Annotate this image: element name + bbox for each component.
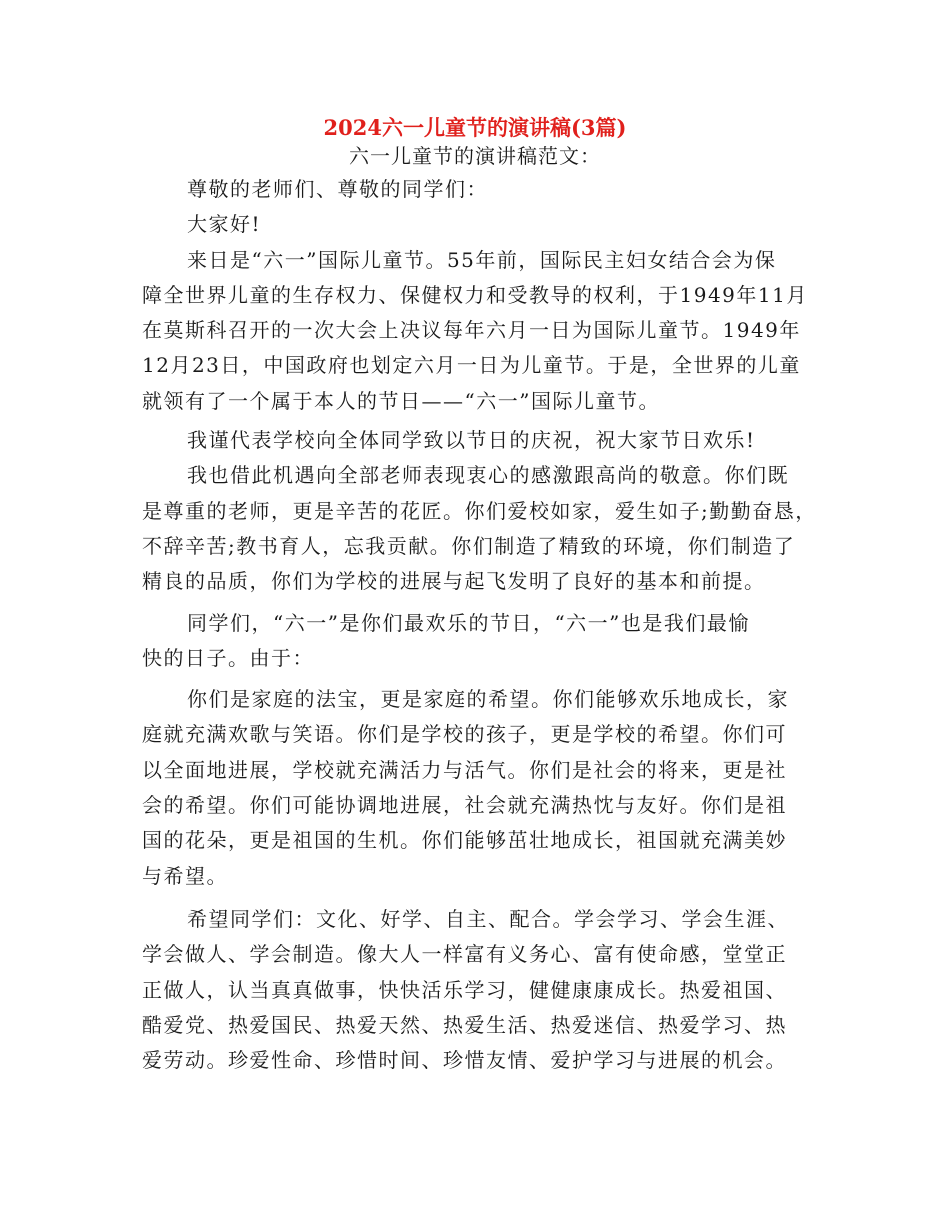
- text-line: 我也借此机遇向全部老师表现衷心的感激跟高尚的敬意。你们既: [187, 463, 789, 488]
- text-line: 以全面地进展，学校就充满活力与活气。你们是社会的将来，更是社: [142, 757, 787, 782]
- text-line: 是尊重的老师，更是辛苦的花匠。你们爱校如家，爱生如子;勤勤奋恳，: [142, 498, 817, 523]
- text-line: 正做人，认当真真做事，快快活乐学习，健健康康成长。热爱祖国、: [142, 977, 787, 1002]
- document-subtitle: 六一儿童节的演讲稿范文：: [349, 144, 601, 168]
- text-line: 你们是家庭的法宝，更是家庭的希望。你们能够欢乐地成长，家: [187, 687, 789, 712]
- document-title: 2024六一儿童节的演讲稿(3篇): [323, 115, 627, 140]
- text-line: 学会做人、学会制造。像大人一样富有义务心、富有使命感，堂堂正: [142, 942, 787, 967]
- text-line: 尊敬的老师们、尊敬的同学们：: [187, 177, 488, 201]
- text-line: 来日是“六一”国际儿童节。55年前，国际民主妇女结合会为保: [187, 247, 777, 272]
- text-line: 在莫斯科召开的一次大会上决议每年六月一日为国际儿童节。1949年: [142, 318, 801, 343]
- text-line: 精良的品质，你们为学校的进展与起飞发明了良好的基本和前提。: [142, 569, 766, 594]
- text-line: 12月23日，中国政府也划定六月一日为儿童节。于是，全世界的儿童: [142, 353, 801, 378]
- text-line: 酷爱党、热爱国民、热爱天然、热爱生活、热爱迷信、热爱学习、热: [142, 1012, 787, 1037]
- text-line: 希望同学们：文化、好学、自主、配合。学会学习、学会生涯、: [187, 906, 789, 931]
- text-line: 大家好!: [187, 212, 262, 237]
- text-line: 国的花朵，更是祖国的生机。你们能够茁壮地成长，祖国就充满美妙: [142, 828, 787, 853]
- text-line: 就领有了一个属于本人的节日——“六一”国际儿童节。: [142, 388, 660, 413]
- document-body: [142, 172, 822, 1078]
- text-line: 障全世界儿童的生存权力、保健权力和受教导的权利，于1949年11月: [142, 282, 808, 307]
- text-line: 快的日子。由于：: [142, 645, 314, 670]
- text-line: 与希望。: [142, 863, 228, 888]
- text-line: 爱劳动。珍爱性命、珍惜时间、珍惜友情、爱护学习与进展的机会。: [142, 1048, 787, 1073]
- text-line: 不辞辛苦;教书育人，忘我贡献。你们制造了精致的环境，你们制造了: [142, 533, 796, 558]
- text-line: 同学们，“六一”是你们最欢乐的节日，“六一”也是我们最愉: [187, 610, 750, 635]
- text-line: 会的希望。你们可能协调地进展，社会就充满热忱与友好。你们是祖: [142, 793, 787, 818]
- text-line: 我谨代表学校向全体同学致以节日的庆祝，祝大家节日欢乐!: [187, 428, 756, 453]
- text-line: 庭就充满欢歌与笑语。你们是学校的孩子，更是学校的希望。你们可: [142, 722, 787, 747]
